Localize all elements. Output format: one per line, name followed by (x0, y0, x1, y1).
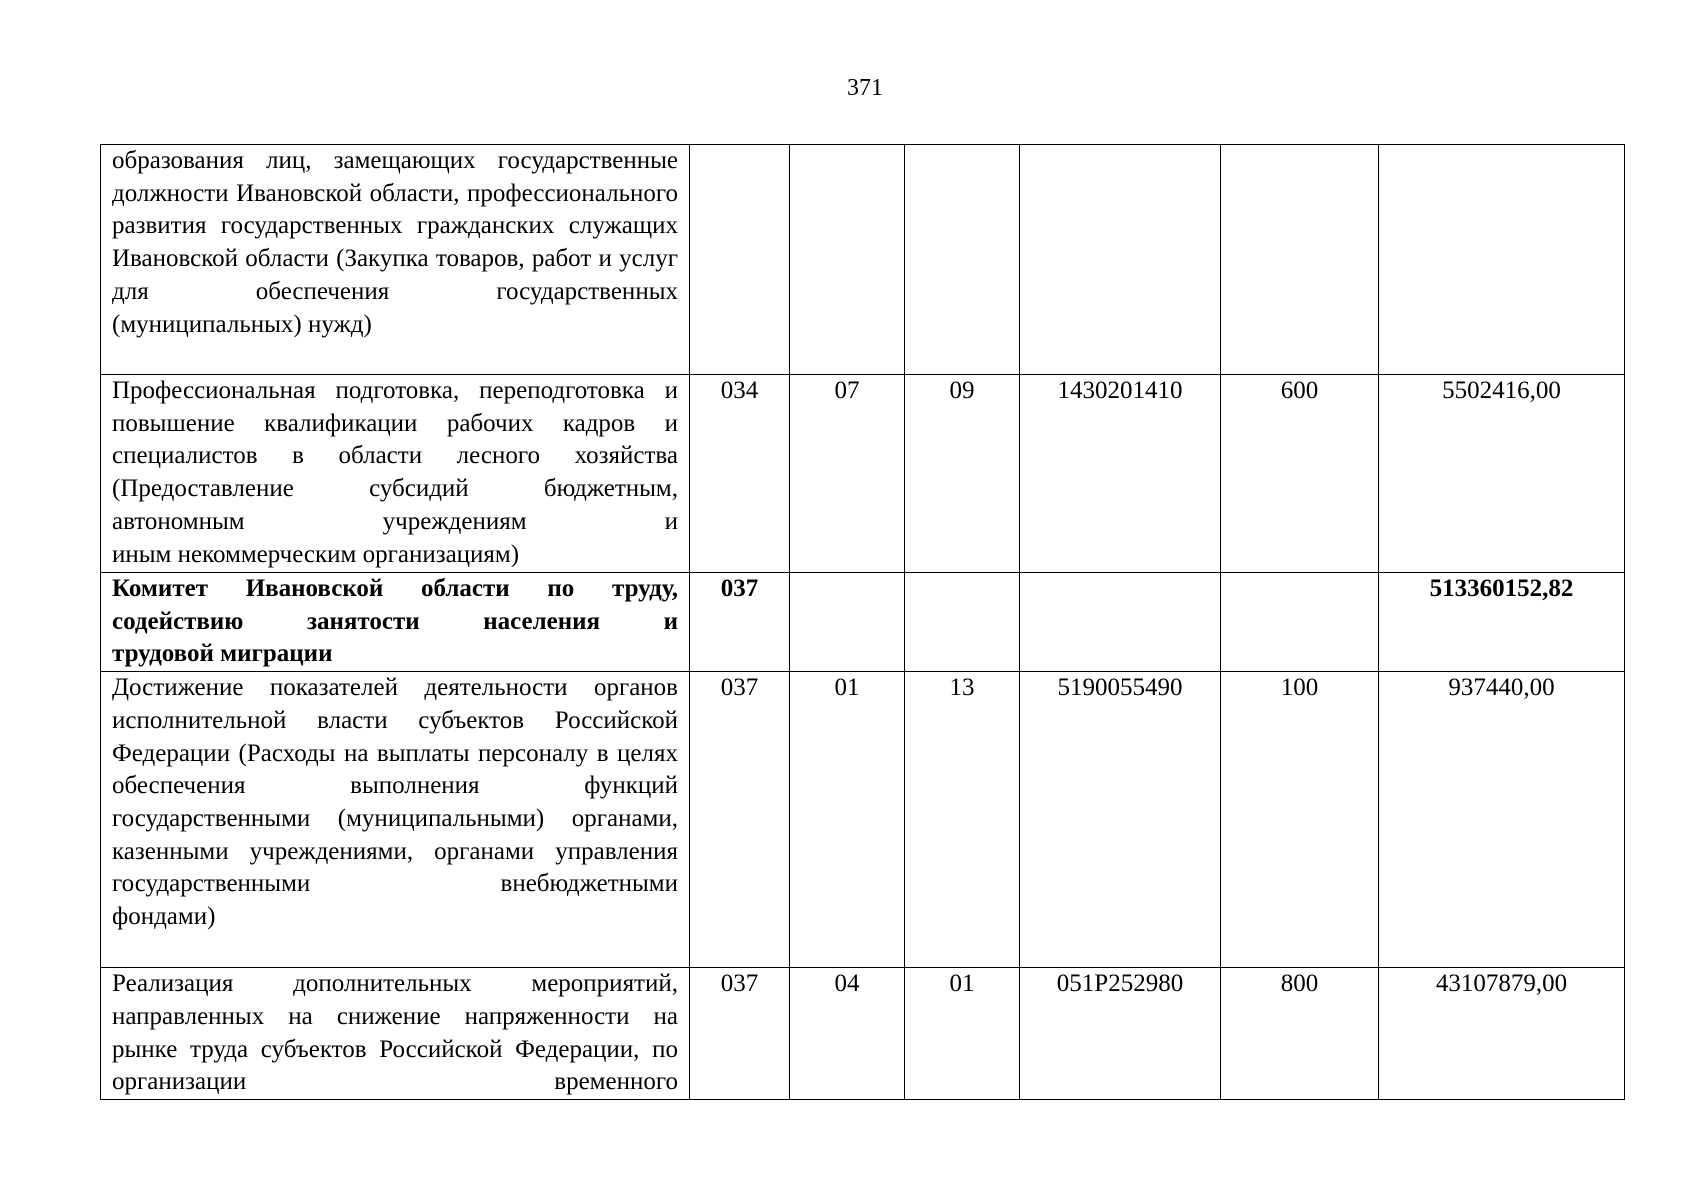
table-row (101, 968, 1625, 1100)
ministry-code: 037 (690, 573, 790, 672)
page-number: 371 (847, 75, 883, 101)
target-article-code: 1430201410 (1020, 375, 1221, 573)
subsection-code (905, 573, 1020, 672)
amount (1379, 145, 1625, 375)
subsection-code: 13 (905, 672, 1020, 968)
section-code: 04 (790, 968, 905, 1100)
amount: 937440,00 (1379, 672, 1625, 968)
section-code (790, 573, 905, 672)
target-article-code: 5190055490 (1020, 672, 1221, 968)
target-article-code (1020, 573, 1221, 672)
row-description: Достижение показателей деятельности органов исполнительной власти субъектов Российской Федерации (Расходы на выплаты персоналу в целях обеспечения выполнения функций государственными (муниципальными) органами, казенными учреждениями, органами управления государственными внебюджетными фондами) (101, 672, 690, 968)
ministry-code (690, 145, 790, 375)
subsection-code: 09 (905, 375, 1020, 573)
row-description: образования лиц, замещающих государственные должности Ивановской области, профессионального развития государственных гражданских служащих Ивановской области (Закупка товаров, работ и услуг для обеспечения государственных (муниципальных) нужд) (101, 145, 690, 375)
section-code (790, 145, 905, 375)
expense-type-code: 600 (1221, 375, 1379, 573)
budget-allocation-table (100, 144, 1625, 1100)
amount: 5502416,00 (1379, 375, 1625, 573)
row-description: Профессиональная подготовка, переподготовка и повышение квалификации рабочих кадров и специалистов в области лесного хозяйства (Предоставление субсидий бюджетным, автономным учреждениям и иным некоммерческим организациям) (101, 375, 690, 573)
target-article-code: 051P252980 (1020, 968, 1221, 1100)
table-row (101, 145, 1625, 375)
table-row (101, 375, 1625, 573)
expense-type-code (1221, 145, 1379, 375)
section-code: 01 (790, 672, 905, 968)
table-row (101, 573, 1625, 672)
ministry-code: 034 (690, 375, 790, 573)
table-row (101, 672, 1625, 968)
row-description: Комитет Ивановской области по труду, содействию занятости населения и трудовой миграции (101, 573, 690, 672)
amount: 513360152,82 (1379, 573, 1625, 672)
ministry-code: 037 (690, 968, 790, 1100)
expense-type-code: 800 (1221, 968, 1379, 1100)
subsection-code: 01 (905, 968, 1020, 1100)
target-article-code (1020, 145, 1221, 375)
row-description: Реализация дополнительных мероприятий, направленных на снижение напряженности на рынке труда субъектов Российской Федерации, по организации временного (101, 968, 690, 1100)
expense-type-code (1221, 573, 1379, 672)
ministry-code: 037 (690, 672, 790, 968)
amount: 43107879,00 (1379, 968, 1625, 1100)
expense-type-code: 100 (1221, 672, 1379, 968)
subsection-code (905, 145, 1020, 375)
section-code: 07 (790, 375, 905, 573)
